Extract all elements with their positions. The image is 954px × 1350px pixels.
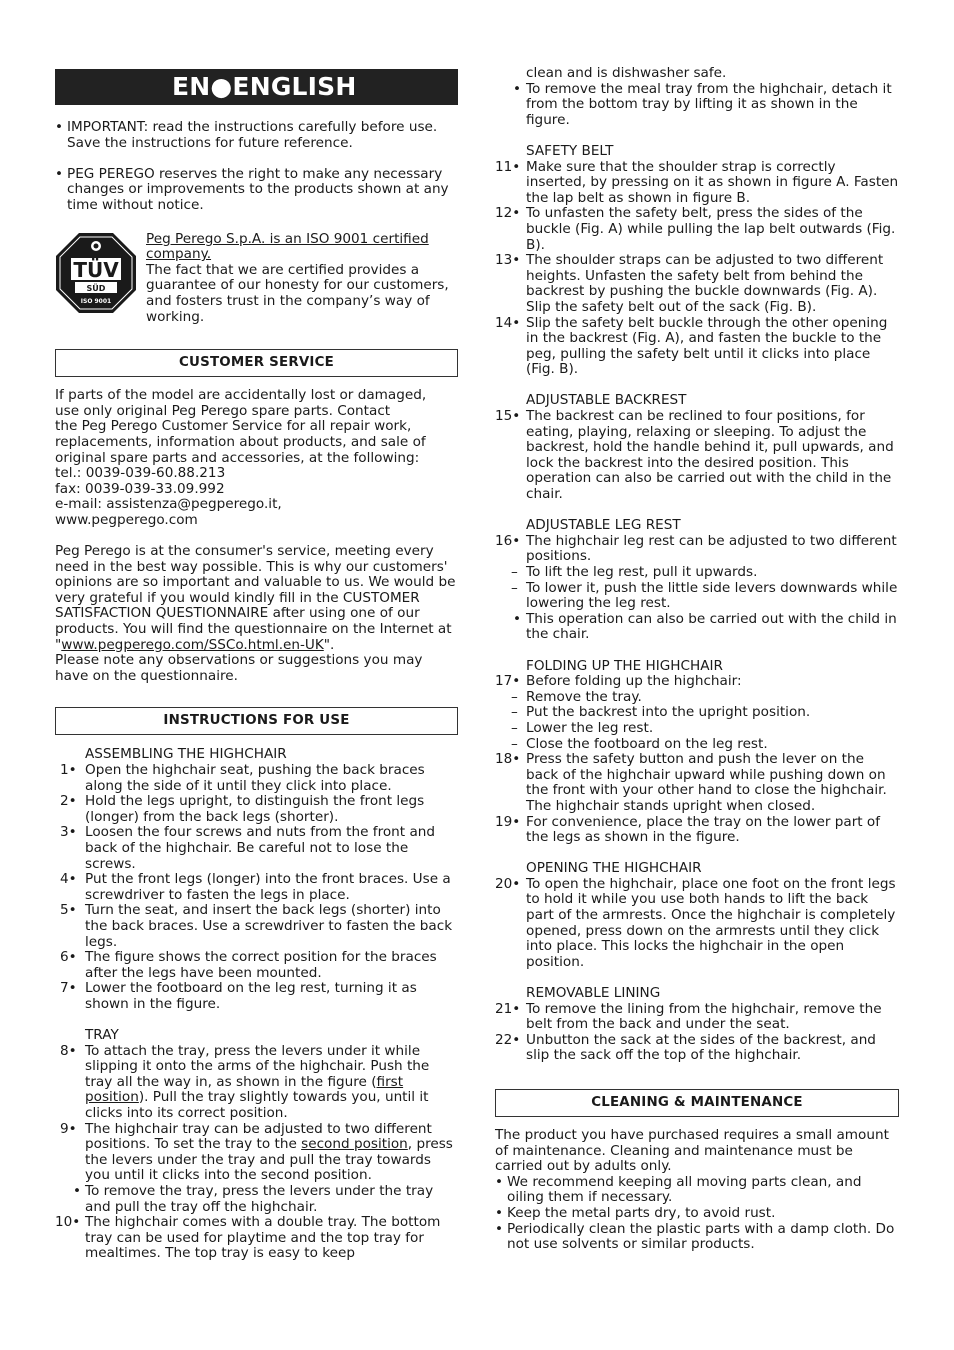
certification-block <box>55 232 458 326</box>
folding-title: FOLDING UP THE HIGHCHAIR <box>526 657 723 674</box>
instructions-heading: INSTRUCTIONS FOR USE <box>55 707 458 735</box>
list-item: • Periodically clean the plastic parts with a damp cloth. Do not use solvents or similar products. <box>495 1222 899 1253</box>
list-item: – To lower it, push the little side levers downwards while lowering the leg rest. <box>495 581 899 612</box>
right-column <box>495 66 899 1253</box>
list-item: 9• The highchair tray can be adjusted to two different positions. To set the tray to the second position, press the levers under the tray and pull the tray towards you until it clicks into the second position. <box>60 1120 453 1184</box>
list-item: – Remove the tray. <box>495 690 899 706</box>
list-item: 18• Press the safety button and push the lever on the back of the highchair upward while pushing down on the front with your other hand to close the highchair. The highchair stands upright when closed. <box>495 751 887 814</box>
list-item: 11• Make sure that the shoulder strap is correctly inserted, by pressing on it as shown in figure A. Fasten the lap belt as shown in figure B. <box>495 158 899 206</box>
leg-rest-title: ADJUSTABLE LEG REST <box>526 517 681 534</box>
list-item: 21• To remove the lining from the highchair, remove the belt from the back and under the seat. <box>495 1000 882 1033</box>
phone-number: tel.: 0039-039-60.88.213 <box>55 465 226 482</box>
backrest-title: ADJUSTABLE BACKREST <box>526 392 687 409</box>
list-item: 7• Lower the footboard on the leg rest, turning it as shown in the figure. <box>60 980 417 1012</box>
left-column <box>55 66 458 1262</box>
list-item: 13• The shoulder straps can be adjusted to two different heights. Unfasten the safety belt from behind the backrest by pushing the buckle downwards (Fig. A). Slip the safety belt out of the sack (Fig. B). <box>495 252 884 315</box>
list-item: 15• The backrest can be reclined to four positions, for eating, playing, relaxing or sleeping. To adjust the backrest, hold the handle behind it, pull upwards, and lock the backrest into the desired position. This operation can also be carried out with the child in the chair. <box>495 408 894 503</box>
list-item: 17• Before folding up the highchair: <box>495 673 742 690</box>
list-item: 12• To unfasten the safety belt, press the sides of the buckle (Fig. A) while pulling the lap belt outwards (Fig. B). <box>495 205 896 253</box>
continued-text: clean and is dishwasher safe. <box>526 65 727 81</box>
list-item: • Keep the metal parts dry, to avoid rust. <box>495 1206 899 1222</box>
list-item: 3• Loosen the four screws and nuts from the front and back of the highchair. Be careful not to lose the screws. <box>60 824 436 872</box>
rights-note: • PEG PEREGO reserves the right to make any necessary changes or improvements to the products shown at any time without notice. <box>55 167 458 214</box>
email-address[interactable]: e-mail: assistenza@pegperego.it, <box>55 496 282 513</box>
customer-service-heading: CUSTOMER SERVICE <box>55 349 458 377</box>
iso-logo-text: ISO 9001 <box>80 297 112 305</box>
tray-title: TRAY <box>85 1027 119 1044</box>
list-item: 22• Unbutton the sack at the sides of the backrest, and slip the sack off the top of the highchair. <box>495 1031 876 1064</box>
assembling-title: ASSEMBLING THE HIGHCHAIR <box>85 746 287 763</box>
list-item: 2• Hold the legs upright, to distinguish the front legs (longer) from the back legs (shorter). <box>60 793 425 825</box>
assembling-steps <box>55 763 458 1013</box>
language-banner: EN●ENGLISH <box>55 69 458 105</box>
list-item: 5• Turn the seat, and insert the back legs (shorter) into the back braces. Use a screwdriver to fasten the back legs. <box>60 902 453 950</box>
list-item: • To remove the tray, press the levers under the tray and pull the tray off the highchair. <box>55 1184 458 1215</box>
certification-text <box>146 232 458 326</box>
list-item: 10• The highchair comes with a double tray. The bottom tray can be used for playtime and the top tray for mealtimes. The top tray is easy to keep <box>55 1214 441 1262</box>
list-item: 4• Put the front legs (longer) into the front braces. Use a screwdriver to fasten the legs in place. <box>60 871 451 903</box>
certification-body: The fact that we are certified provides a guarantee of our honesty for our customers, and fosters trust in the company’s way of working. <box>146 261 449 325</box>
safety-belt-title: SAFETY BELT <box>526 142 614 159</box>
questionnaire-paragraph: Peg Perego is at the consumer's service, meeting every need in the best way possible. This is why our customers' opinions are so important and valuable to us. We would be very grateful if you would kindly fill in the CUSTOMER SATISFACTION QUESTIONNAIRE after using one of our products. You will find the questionnaire on the Internet at "www.pegperego.com/SSCo.html.en-UK". <box>55 543 456 653</box>
list-item: – Put the backrest into the upright position. <box>495 705 899 721</box>
list-item: – Lower the leg rest. <box>495 721 899 737</box>
website[interactable]: www.pegperego.com <box>55 511 198 528</box>
list-item: • To remove the meal tray from the highchair, detach it from the bottom tray by lifting it as shown in the figure. <box>495 82 899 129</box>
sud-logo-text: SÜD <box>86 283 106 293</box>
list-item: 14• Slip the safety belt buckle through the other opening in the backrest (Fig. A), and fasten the buckle to the peg, pulling the safety belt until it clicks into place (Fig. B). <box>495 314 888 378</box>
customer-service-contact: If parts of the model are accidentally lost or damaged, use only original Peg Perego spare parts. Contact the Peg Perego Customer Service for all repair work, replacements, information about products, and sale of original spare parts and accessories, at the following: tel.: 0039-039-60.88.213 fax: 0039-039-33.09.992 e-mail: assistenza@pegperego.it, www.pegperego.com <box>55 388 458 528</box>
opening-title: OPENING THE HIGHCHAIR <box>526 860 702 877</box>
cleaning-heading: CLEANING & MAINTENANCE <box>495 1089 899 1117</box>
tuv-iso-logo <box>55 232 137 314</box>
list-item: • This operation can also be carried out with the child in the chair. <box>495 612 899 643</box>
second-position-link: second position <box>301 1136 408 1153</box>
lining-title: REMOVABLE LINING <box>526 985 661 1002</box>
fax-number: fax: 0039-039-33.09.992 <box>55 480 225 497</box>
list-item: 19• For convenience, place the tray on the lower part of the legs as shown in the figure. <box>495 813 881 846</box>
tuv-logo-text: TÜV <box>73 257 119 282</box>
list-item: 8• To attach the tray, press the levers under it while slipping it onto the arms of the highchair. Push the tray all the way in, as shown in the figure (first position). Pull the tray slightly towards you, until it clicks into its correct position. <box>60 1042 430 1122</box>
questionnaire-link[interactable]: www.pegperego.com/SSCo.html.en-UK <box>61 636 324 653</box>
first-position-link: first position <box>85 1073 404 1106</box>
list-item: • We recommend keeping all moving parts clean, and oiling them if necessary. <box>495 1175 899 1206</box>
important-note: • IMPORTANT: read the instructions carefully before use. Save the instructions for future reference. <box>55 120 458 151</box>
cleaning-intro: The product you have purchased requires a small amount of maintenance. Cleaning and maintenance must be carried out by adults only. <box>495 1127 889 1175</box>
list-item: 6• The figure shows the correct position for the braces after the legs have been mounted. <box>60 949 437 981</box>
list-item: 1• Open the highchair seat, pushing the back braces along the side of it until they click into place. <box>60 762 425 794</box>
list-item: 20• To open the highchair, place one foot on the front legs to hold it while you use both hands to lift the back part of the armrests. Once the highchair is completely opened, press down on the armrests until they click into place. This locks the highchair in the open position. <box>495 875 896 970</box>
list-item: – To lift the leg rest, pull it upwards. <box>495 565 899 581</box>
list-item: 16• The highchair leg rest can be adjusted to two different positions. <box>495 532 897 565</box>
iso-certified-link: Peg Perego S.p.A. is an ISO 9001 certified company. <box>146 230 429 263</box>
observations-paragraph: Please note any observations or suggestions you may have on the questionnaire. <box>55 652 423 684</box>
list-item: – Close the footboard on the leg rest. <box>495 737 899 753</box>
